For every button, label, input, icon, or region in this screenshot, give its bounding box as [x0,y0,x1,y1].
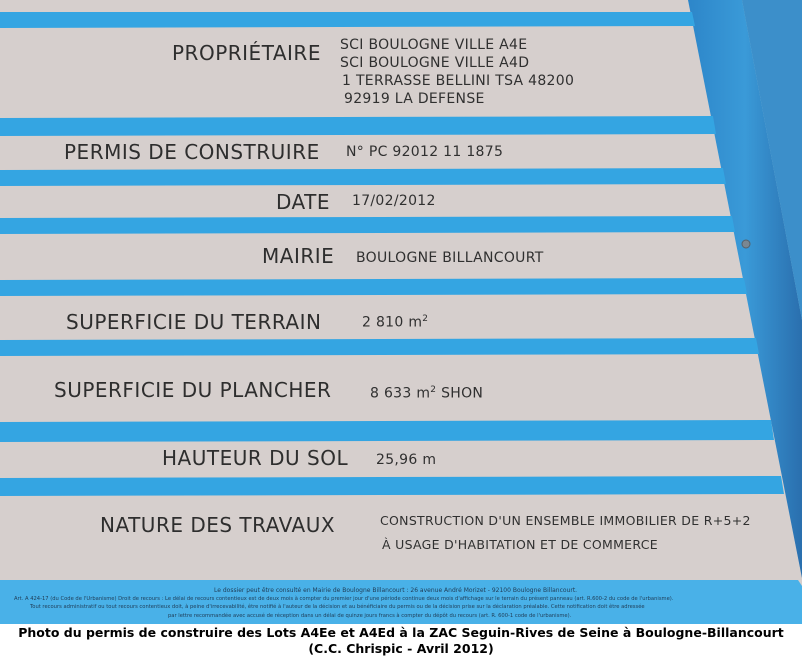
value-plancher [370,381,483,404]
value-mairie: BOULOGNE BILLANCOURT [356,250,544,266]
photo-caption [0,625,802,657]
value-proprietaire-line-3: 1 TERRASSE BELLINI TSA 48200 [342,73,575,89]
stripe [0,216,735,234]
label-hauteur: HAUTEUR DU SOL [162,446,349,470]
value-proprietaire-line-1: SCI BOULOGNE VILLE A4E [340,37,528,53]
value-nature-line-2: À USAGE D'HABITATION ET DE COMMERCE [382,537,658,552]
value-plancher-suffix: SHON [436,385,484,402]
stripe [0,420,774,442]
value-plancher-unit-sup: 2 [430,385,437,395]
value-date: 17/02/2012 [352,193,436,209]
value-plancher-number: 8 633 m [370,385,431,402]
label-date: DATE [276,190,331,214]
label-plancher: SUPERFICIE DU PLANCHER [54,378,332,402]
value-nature-line-1: CONSTRUCTION D'UN ENSEMBLE IMMOBILIER DE R+5+2 [380,513,751,528]
stripe [0,476,784,496]
caption-line-1: Photo du permis de construire des Lots A4Ee et A4Ed à la ZAC Seguin-Rives de Seine à Boulogne-Billancourt [18,625,784,640]
value-hauteur: 25,96 m [376,452,437,468]
stripe [0,168,726,186]
label-mairie: MAIRIE [262,244,335,268]
value-proprietaire-line-4: 92919 LA DEFENSE [344,91,485,107]
label-nature: NATURE DES TRAVAUX [100,513,336,537]
caption-line-2: (C.C. Chrispic - Avril 2012) [308,641,494,656]
value-terrain-unit-sup: 2 [422,314,429,324]
value-terrain [362,310,428,333]
value-terrain-number: 2 810 m [362,314,423,331]
stripe [0,116,716,136]
value-permis: N° PC 92012 11 1875 [346,144,504,160]
fine-print-line-1: Le dossier peut être consulté en Mairie de Boulogne Billancourt : 26 avenue André Morizet - 92100 Boulogne Billancourt. [214,587,578,594]
label-permis: PERMIS DE CONSTRUIRE [64,140,320,164]
fine-print-line-4: par lettre recommandée avec accusé de réception dans un délai de quinze jours francs à compter du dépôt du recours (art. R. 600-1 code de l'urbanisme). [168,613,572,619]
label-terrain: SUPERFICIE DU TERRAIN [66,310,322,334]
stripe [0,12,695,28]
stripe [0,278,747,296]
value-proprietaire-line-2: SCI BOULOGNE VILLE A4D [340,55,530,71]
fine-print-line-3: Tout recours administratif ou tout recours contentieux doit, à peine d'irrecevabilité, être notifié à l'auteur de la décision et au bénéficiaire du permis ou de la décision prise sur la déclaration préalable. Cette notification doit être adressée [30,604,645,610]
stripe [0,338,759,356]
label-proprietaire: PROPRIÉTAIRE [172,41,321,65]
screw [742,240,750,248]
fine-print-line-2: Art. A 424-17 (du Code de l'Urbanisme) Droit de recours : Le délai de recours contentieux est de deux mois à compter du premier jour d'une période continue deux mois d'affichage sur le terrain du présent panneau (art. R.600-2 du code de l'urbanisme). [14,596,674,602]
